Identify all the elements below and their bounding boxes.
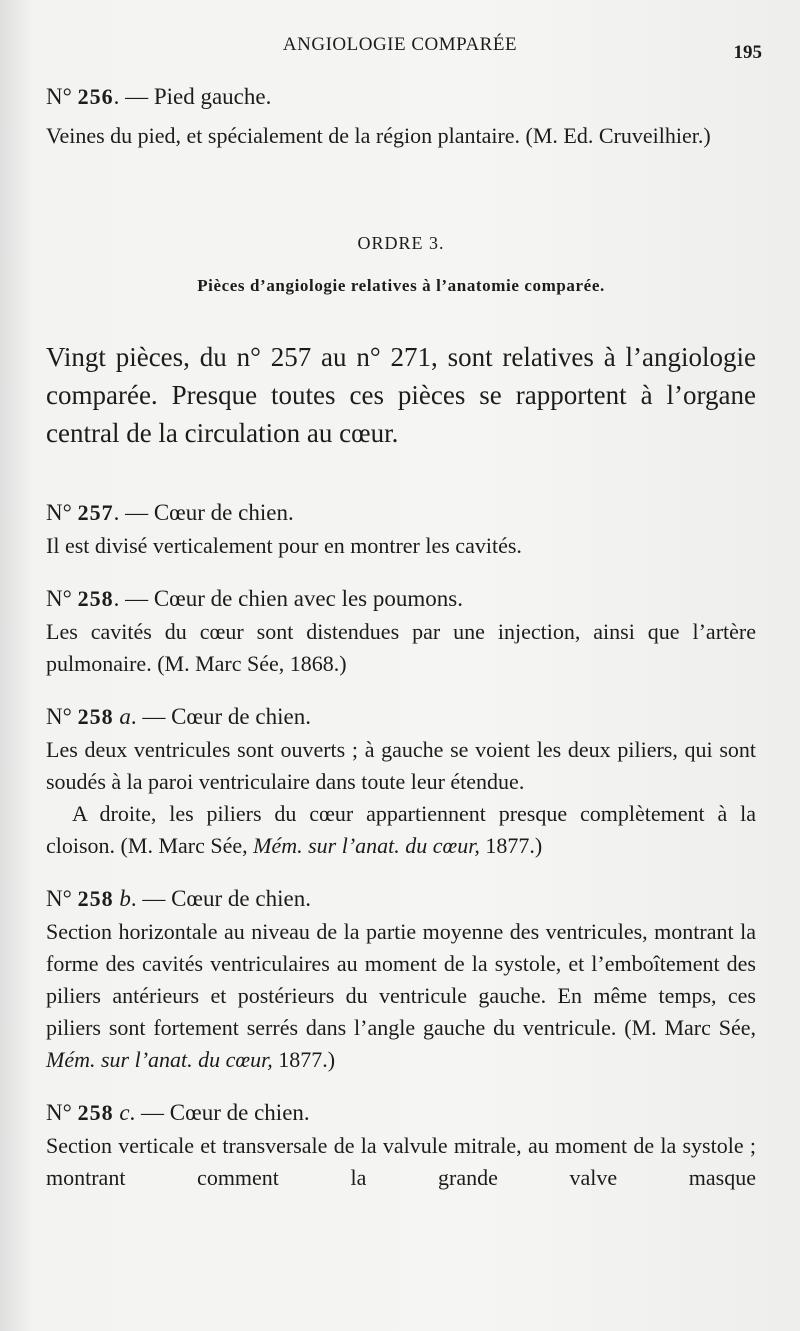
entry-letter: c	[119, 1100, 130, 1125]
entry-257-body: Il est divisé verticalement pour en montrer les cavités.	[46, 533, 522, 558]
entry-number: 257	[77, 500, 114, 525]
body-text: Section horizontale au niveau de la partie moyenne des ventricules, montrant la forme des cavités ventriculaires au moment de la systole, et l’emboîtement des piliers antérieurs et postérieurs du ventricule gauche. En même temps, ces piliers sont fortement serrés dans l’angle gauche du ventricule. (M. Marc Sée,	[46, 919, 756, 1040]
entry-number: 256	[77, 84, 114, 109]
entry-256-heading	[46, 80, 756, 114]
body-text: A droite, les piliers du cœur appartiennent presque complètement à la cloison. (M. Marc Sée,	[46, 801, 756, 858]
entry-title: Cœur de chien.	[171, 704, 311, 729]
entry-number: 258	[77, 1100, 114, 1125]
entry-number: 258	[77, 704, 114, 729]
entry-number: 258	[77, 886, 114, 911]
entry-separator: . —	[130, 886, 172, 911]
entry-prefix: N°	[46, 704, 72, 729]
entry-258b-heading	[46, 882, 756, 916]
entry-prefix: N°	[46, 500, 72, 525]
entry-letter: a	[119, 704, 131, 729]
page-content	[46, 80, 756, 1194]
page-number: 195	[733, 42, 762, 63]
entry-prefix: N°	[46, 1100, 72, 1125]
entry-title: Cœur de chien.	[169, 1100, 310, 1125]
entry-title: Cœur de chien.	[153, 500, 294, 525]
entry-separator: . —	[129, 1100, 170, 1125]
running-head	[0, 34, 800, 64]
citation-year: 1877.)	[272, 1047, 336, 1072]
entry-prefix: N°	[46, 886, 72, 911]
entry-title: Cœur de chien avec les poumons.	[153, 586, 463, 611]
running-title: ANGIOLOGIE COMPARÉE	[282, 34, 518, 55]
entry-258a-body-2	[46, 798, 756, 862]
entry-258-body: Les cavités du cœur sont distendues par une injection, ainsi que l’artère pulmonaire. (M. Marc Sée, 1868.)	[46, 619, 756, 676]
entry-258c-heading	[46, 1096, 756, 1130]
intro-paragraph: Vingt pièces, du n° 257 au n° 271, sont relatives à l’angiologie comparée. Presque toutes ces pièces se rapportent à l’organe central de la circulation au cœur.	[46, 342, 756, 448]
entry-258b-body	[46, 916, 756, 1076]
citation-title: Mém. sur l’anat. du cœur,	[46, 1047, 273, 1072]
citation-year: 1877.)	[479, 833, 543, 858]
entry-258-heading	[46, 582, 756, 616]
entry-separator: . —	[113, 500, 154, 525]
entry-prefix: N°	[46, 84, 72, 109]
entry-258a-heading	[46, 700, 756, 734]
entry-letter: b	[119, 886, 131, 911]
entry-number: 258	[77, 586, 114, 611]
entry-258c-body: Section verticale et transversale de la valvule mitrale, au moment de la systole ; montrant comment la grande valve masque	[46, 1133, 756, 1190]
entry-separator: . —	[113, 84, 154, 109]
citation-title: Mém. sur l’anat. du cœur,	[253, 833, 480, 858]
entry-256-body: Veines du pied, et spécialement de la région plantaire. (M. Ed. Cruveilhier.)	[46, 123, 711, 148]
order-label: ORDRE 3.	[357, 233, 445, 253]
order-title: Pièces d’angiologie relatives à l’anatomie comparée.	[197, 276, 605, 295]
entry-258a-body-1: Les deux ventricules sont ouverts ; à gauche se voient les deux piliers, qui sont soudés à la paroi ventriculaire dans toute leur étendue.	[46, 737, 756, 794]
entry-title: Cœur de chien.	[171, 886, 311, 911]
entry-prefix: N°	[46, 586, 72, 611]
entry-separator: . —	[130, 704, 172, 729]
entry-title: Pied gauche.	[153, 84, 272, 109]
entry-separator: . —	[113, 586, 154, 611]
entry-257-heading	[46, 496, 756, 530]
